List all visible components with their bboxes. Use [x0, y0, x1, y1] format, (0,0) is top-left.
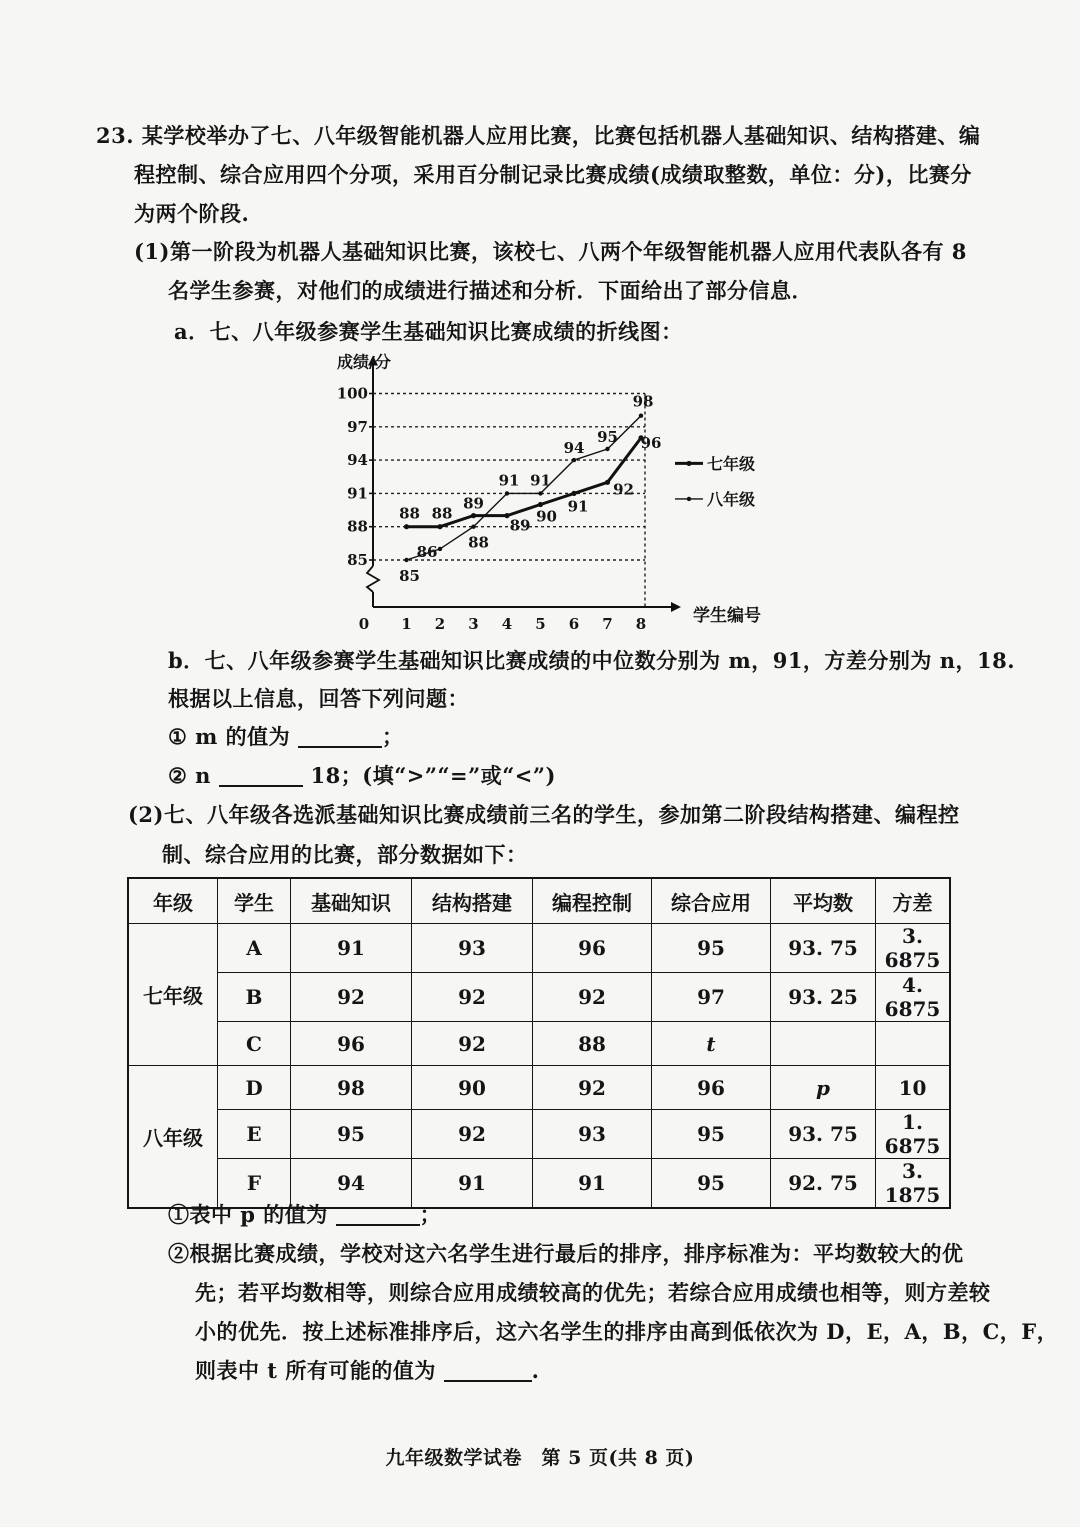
data-point — [438, 547, 442, 551]
table-cell: 10 — [876, 1066, 951, 1110]
question-n-prefix: ② n — [168, 763, 211, 788]
page-footer: 九年级数学试卷 第 5 页(共 8 页) — [385, 1447, 695, 1469]
y-tick-label: 91 — [347, 484, 368, 503]
data-label: 88 — [468, 533, 489, 552]
table-cell: 92 — [412, 1022, 533, 1066]
part1-line-2: 名学生参赛，对他们的成绩进行描述和分析．下面给出了部分信息． — [168, 278, 813, 303]
data-point — [538, 502, 543, 507]
table-cell: 91 — [291, 924, 412, 973]
data-label: 91 — [498, 471, 520, 490]
x-tick-label: 3 — [468, 615, 479, 633]
table-row — [128, 1022, 950, 1066]
table-cell: 93 — [533, 1110, 652, 1159]
table-cell: 88 — [533, 1022, 652, 1066]
data-label: 91 — [530, 471, 551, 490]
data-label: 89 — [463, 494, 484, 513]
data-label: 96 — [640, 433, 662, 452]
table-cell: 95 — [291, 1110, 412, 1159]
item-a: a．七、八年级参赛学生基础知识比赛成绩的折线图： — [174, 319, 683, 344]
table-cell: 95 — [652, 924, 771, 973]
table-cell: p — [771, 1066, 876, 1110]
y-tick-label: 97 — [347, 417, 368, 436]
data-point — [538, 491, 542, 495]
data-label: 88 — [431, 504, 453, 523]
data-point — [471, 513, 476, 518]
data-label: 88 — [399, 504, 420, 523]
data-point — [471, 525, 475, 529]
x-tick-label: 1 — [401, 615, 412, 633]
question-n — [168, 760, 556, 790]
data-point — [639, 414, 643, 418]
x-axis-arrow — [671, 602, 681, 612]
table-cell: E — [218, 1110, 291, 1159]
header-application: 综合应用 — [652, 878, 771, 924]
header-mean: 平均数 — [771, 878, 876, 924]
x-tick-label: 4 — [501, 615, 513, 633]
part2-line-2: 制、综合应用的比赛，部分数据如下： — [162, 842, 528, 867]
data-label: 89 — [509, 516, 531, 535]
table-cell: 96 — [652, 1066, 771, 1110]
legend-label: 八年级 — [707, 489, 756, 509]
header-programming: 编程控制 — [533, 878, 652, 924]
question-p-prefix: ①表中 p 的值为 — [168, 1202, 328, 1227]
table-cell: 3. 1875 — [876, 1159, 951, 1209]
x-tick-label: 5 — [535, 615, 546, 633]
table-cell: 93 — [412, 924, 533, 973]
y-axis-title: 成绩/分 — [337, 352, 391, 372]
data-point — [571, 491, 576, 496]
table-cell: 95 — [652, 1159, 771, 1209]
data-label: 92 — [613, 480, 634, 499]
data-label: 91 — [567, 497, 589, 516]
item-b: b．七、八年级参赛学生基础知识比赛成绩的中位数分别为 m，91，方差分别为 n，18. — [168, 648, 1016, 673]
table-row — [128, 1066, 950, 1110]
table-cell: 96 — [533, 924, 652, 973]
table-cell: 90 — [412, 1066, 533, 1110]
table-cell: 3. 6875 — [876, 924, 951, 973]
data-point — [404, 558, 408, 562]
line-chart — [290, 345, 790, 635]
question-p — [168, 1199, 441, 1229]
table-row — [128, 1110, 950, 1159]
x-tick-label: 0 — [358, 615, 370, 633]
x-tick-label: 6 — [568, 615, 580, 633]
y-tick-label: 94 — [347, 451, 368, 470]
header-structure: 结构搭建 — [412, 878, 533, 924]
question-m — [168, 721, 403, 751]
header-variance: 方差 — [876, 878, 951, 924]
table-cell: 92. 75 — [771, 1159, 876, 1209]
data-point — [605, 447, 609, 451]
table-cell — [771, 1022, 876, 1066]
question-p-suffix: ； — [419, 1202, 442, 1227]
header-basic: 基础知识 — [291, 878, 412, 924]
table-cell: 97 — [652, 973, 771, 1022]
data-point — [505, 491, 509, 495]
data-label: 94 — [563, 439, 585, 458]
answer-blank-m[interactable] — [298, 724, 382, 748]
data-label: 90 — [536, 507, 557, 526]
data-label: 85 — [399, 567, 420, 585]
header-grade: 年级 — [128, 878, 218, 924]
part2-line-1: (2)七、八年级各选派基础知识比赛成绩前三名的学生，参加第二阶段结构搭建、编程控 — [128, 802, 960, 827]
answer-blank-t[interactable] — [444, 1358, 532, 1382]
table-cell: t — [652, 1022, 771, 1066]
question-m-prefix: ① m 的值为 — [168, 724, 291, 749]
x-axis-title: 学生编号 — [693, 606, 761, 626]
question-intro-line-2: 程控制、综合应用四个分项，采用百分制记录比赛成绩(成绩取整数，单位：分)，比赛分 — [134, 162, 972, 187]
question-m-suffix: ； — [381, 724, 404, 749]
part1-line-1: (1)第一阶段为机器人基础知识比赛，该校七、八两个年级智能机器人应用代表队各有 8 — [134, 239, 967, 264]
x-tick-label: 7 — [602, 615, 613, 633]
y-tick-label: 88 — [347, 517, 368, 536]
table-cell: 93. 75 — [771, 924, 876, 973]
table-cell: B — [218, 973, 291, 1022]
question-n-suffix: 18；(填“>”“=”或“<”) — [310, 763, 556, 788]
table-cell: 98 — [291, 1066, 412, 1110]
table-cell: 93. 75 — [771, 1110, 876, 1159]
table-cell: 92 — [291, 973, 412, 1022]
data-point — [605, 480, 610, 485]
table-cell: 1. 6875 — [876, 1110, 951, 1159]
table-cell: 94 — [291, 1159, 412, 1209]
table-cell — [876, 1022, 951, 1066]
x-tick-label: 8 — [635, 615, 647, 633]
rank-line-1: ②根据比赛成绩，学校对这六名学生进行最后的排序，排序标准为：平均数较大的优 — [168, 1241, 964, 1266]
table-cell: C — [218, 1022, 291, 1066]
table-cell: 95 — [652, 1110, 771, 1159]
question-t — [195, 1355, 539, 1385]
data-label: 98 — [632, 392, 654, 411]
table-cell: 92 — [533, 973, 652, 1022]
table-row — [128, 924, 950, 973]
scores-table — [127, 877, 951, 1209]
question-t-prefix: 则表中 t 所有可能的值为 — [195, 1358, 436, 1383]
table-cell: 92 — [533, 1066, 652, 1110]
legend-label: 七年级 — [707, 454, 756, 474]
table-header-row — [128, 878, 950, 924]
data-label: 95 — [597, 428, 618, 446]
question-t-suffix: . — [531, 1358, 540, 1383]
data-point — [572, 458, 576, 462]
data-label: 86 — [416, 542, 438, 561]
y-tick-label: 85 — [347, 551, 368, 569]
data-point — [437, 524, 442, 529]
header-student: 学生 — [218, 878, 291, 924]
table-cell: 93. 25 — [771, 973, 876, 1022]
rank-line-2: 先；若平均数相等，则综合应用成绩较高的优先；若综合应用成绩也相等，则方差较 — [195, 1280, 991, 1305]
question-number: 23. — [96, 123, 135, 148]
grade-cell-8: 八年级 — [128, 1066, 218, 1209]
table-row — [128, 973, 950, 1022]
table-cell: F — [218, 1159, 291, 1209]
table-cell: 96 — [291, 1022, 412, 1066]
table-cell: D — [218, 1066, 291, 1110]
answer-blank-p[interactable] — [336, 1202, 420, 1226]
question-intro-line-1 — [96, 120, 980, 150]
question-intro-line-3: 为两个阶段. — [134, 201, 250, 226]
table-cell: 92 — [412, 973, 533, 1022]
table-cell: A — [218, 924, 291, 973]
legend-marker — [686, 461, 691, 466]
table-cell: 91 — [412, 1159, 533, 1209]
answer-blank-n[interactable] — [219, 763, 303, 787]
grade-cell-7: 七年级 — [128, 924, 218, 1066]
y-tick-label: 100 — [336, 384, 368, 403]
answer-prompt: 根据以上信息，回答下列问题： — [168, 686, 469, 711]
legend-marker — [687, 497, 691, 501]
data-point — [404, 524, 409, 529]
intro-text-1: 某学校举办了七、八年级智能机器人应用比赛，比赛包括机器人基础知识、结构搭建、编 — [141, 123, 981, 148]
rank-line-3: 小的优先．按上述标准排序后，这六名学生的排序由高到低依次为 D，E，A，B，C，F， — [195, 1319, 1059, 1344]
table-cell: 4. 6875 — [876, 973, 951, 1022]
table-cell: 92 — [412, 1110, 533, 1159]
x-tick-label: 2 — [434, 615, 446, 633]
table-cell: 91 — [533, 1159, 652, 1209]
